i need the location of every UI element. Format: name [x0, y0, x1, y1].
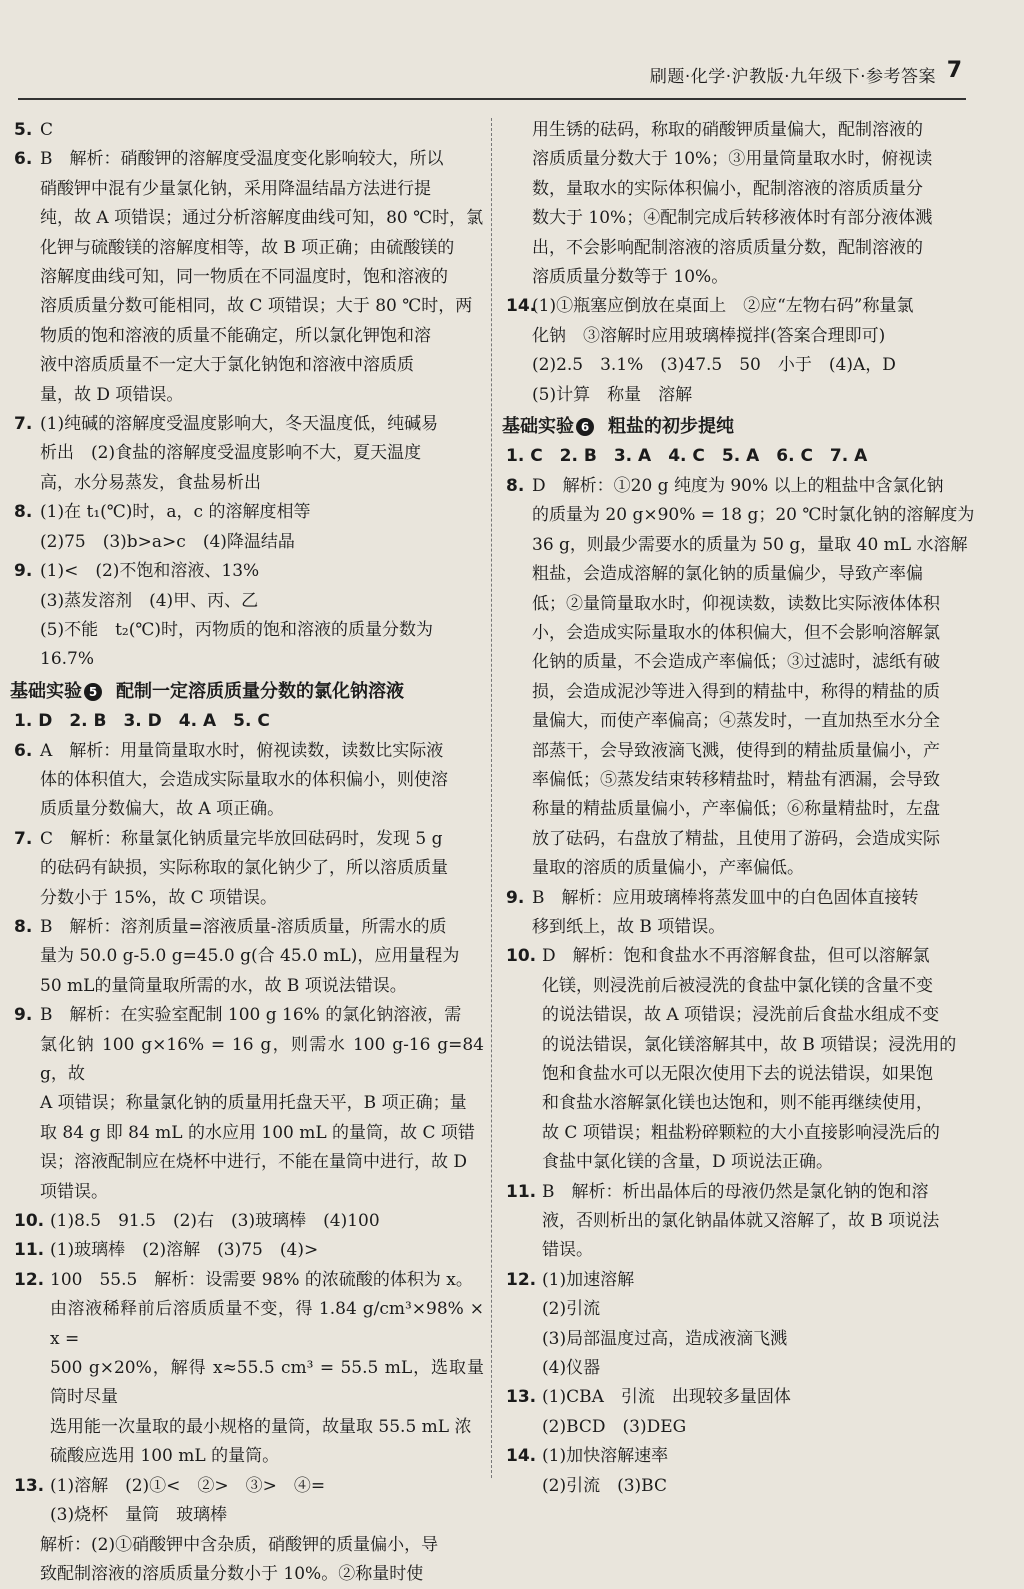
answer-line: 和食盐水溶解氯化镁也达饱和，则不能再继续使用， [542, 1089, 980, 1118]
answer-line: 溶质质量分数可能相同，故 C 项错误；大于 80 ℃时，两 [40, 292, 484, 321]
answer-9 [14, 557, 484, 675]
question-number: 11. [506, 1178, 536, 1207]
question-number: 7. [14, 410, 32, 439]
answer-line: 取 84 g 即 84 mL 的水应用 100 mL 的量筒，故 C 项错 [40, 1119, 484, 1148]
answer-14c [506, 1442, 980, 1501]
answer-line: B 解析：析出晶体后的母液仍然是氯化钠的饱和溶 [542, 1178, 980, 1207]
answer-line: C 解析：称量氯化钠质量完毕放回砝码时，发现 5 g [40, 825, 484, 854]
answer-line: (2)BCD (3)DEG [542, 1413, 980, 1442]
answer-13c [506, 1383, 980, 1442]
answer-line: 16.7% [40, 645, 484, 674]
section-title: 配制一定溶质质量分数的氯化钠溶液 [116, 681, 404, 702]
answer-10 [14, 1207, 484, 1236]
answer-line: (5)不能 t₂(℃)时，丙物质的饱和溶液的质量分数为 [40, 616, 484, 645]
answer-line: 部蒸干，会导致液滴飞溅，使得到的精盐质量偏小，产 [532, 737, 980, 766]
answer-line: 质质量分数偏大，故 A 项正确。 [40, 795, 484, 824]
answer-line: 100 55.5 解析：设需要 98% 的浓硫酸的体积为 x。 [50, 1266, 484, 1295]
left-column [14, 116, 484, 1589]
answer-line: 液中溶质质量不一定大于氯化钠饱和溶液中溶质质 [40, 351, 484, 380]
question-number: 14. [506, 1442, 536, 1471]
question-number: 5. [14, 116, 32, 145]
answer-line: 化镁，则浸洗前后被浸洗的食盐中氯化镁的含量不变 [542, 972, 980, 1001]
answer-line: 粗盐，会造成溶解的氯化钠的质量偏少，导致产率偏 [532, 560, 980, 589]
question-number: 10. [14, 1207, 44, 1236]
answer-line: B 解析：在实验室配制 100 g 16% 的氯化钠溶液，需 [40, 1001, 484, 1030]
answer-line: B 解析：应用玻璃棒将蒸发皿中的白色固体直接转 [532, 884, 980, 913]
page-header [18, 58, 966, 100]
answer-line: 用生锈的砝码，称取的硝酸钾质量偏大，配制溶液的 [532, 116, 980, 145]
answer-text: (1)8.5 91.5 (2)右 (3)玻璃棒 (4)100 [50, 1207, 484, 1236]
answer-line: (1)纯碱的溶解度受温度影响大，冬天温度低，纯碱易 [40, 410, 484, 439]
answer-8 [14, 498, 484, 557]
question-number: 12. [14, 1266, 44, 1295]
answer-9b [14, 1001, 484, 1207]
answer-line: 溶质质量分数等于 10%。 [532, 263, 980, 292]
answer-7b [14, 825, 484, 913]
answer-line: A 解析：用量筒量取水时，俯视读数，读数比实际液 [40, 737, 484, 766]
answer-line: B 解析：硝酸钾的溶解度受温度变化影响较大，所以 [40, 145, 484, 174]
right-column [506, 116, 980, 1501]
answer-line: 量为 50.0 g-5.0 g=45.0 g(合 45.0 mL)，应用量程为 [40, 942, 484, 971]
answer-7 [14, 410, 484, 498]
answer-line: 的砝码有缺损，实际称取的氯化钠少了，所以溶质质量 [40, 854, 484, 883]
answer-line: 分数小于 15%，故 C 项错误。 [40, 884, 484, 913]
answer-line: 由溶液稀释前后溶质质量不变，得 1.84 g/cm³×98% × x = [50, 1295, 484, 1354]
answer-line: 选用能一次量取的最小规格的量筒，故量取 55.5 mL 浓 [50, 1413, 484, 1442]
answer-6 [14, 145, 484, 410]
answer-line: 溶质质量分数大于 10%；③用量筒量取水时，俯视读 [532, 145, 980, 174]
answer-text: C [40, 116, 484, 145]
answer-8b [14, 913, 484, 1001]
question-number: 8. [506, 472, 524, 501]
answer-line: 损，会造成泥沙等进入得到的精盐中，称得的精盐的质 [532, 678, 980, 707]
answer-line: 称量的精盐质量偏小，产率偏低；⑥称量精盐时，左盘 [532, 795, 980, 824]
answer-line: (1)在 t₁(℃)时，a，c 的溶解度相等 [40, 498, 484, 527]
answer-line: 析出 (2)食盐的溶解度受温度影响不大，夏天温度 [40, 439, 484, 468]
answer-line: (1)①瓶塞应倒放在桌面上 ②应“左物右码”称量氯 [532, 292, 980, 321]
answer-5 [14, 116, 484, 145]
answer-line: (1)加速溶解 [542, 1266, 980, 1295]
question-number: 6. [14, 737, 32, 766]
answer-line: 数，量取水的实际体积偏小，配制溶液的溶质质量分 [532, 175, 980, 204]
answer-line: 高，水分易蒸发，食盐易析出 [40, 469, 484, 498]
answer-line: 体的体积值大，会造成实际量取水的体积偏小，则使溶 [40, 766, 484, 795]
answer-line: 解析：(2)①硝酸钾中含杂质，硝酸钾的质量偏小，导 [40, 1531, 484, 1560]
answer-line: 液，否则析出的氯化钠晶体就又溶解了，故 B 项说法 [542, 1207, 980, 1236]
answer-line: (2)引流 (3)BC [542, 1472, 980, 1501]
answer-line: 化钠 ③溶解时应用玻璃棒搅拌(答案合理即可) [532, 322, 980, 351]
question-number: 9. [14, 557, 32, 586]
section-label: 基础实验 [502, 416, 574, 437]
answer-line: (1)溶解 (2)①< ②> ③> ④= [50, 1472, 484, 1501]
answer-line: 故 C 项错误；粗盐粉碎颗粒的大小直接影响浸洗后的 [542, 1119, 980, 1148]
answer-line: 数大于 10%；④配制完成后转移液体时有部分液体溅 [532, 204, 980, 233]
answer-line: 化钠的质量，不会造成产率偏低；③过滤时，滤纸有破 [532, 648, 980, 677]
answer-line: (2)引流 [542, 1295, 980, 1324]
question-number: 7. [14, 825, 32, 854]
section-title: 粗盐的初步提纯 [608, 416, 734, 437]
section-label: 基础实验 [10, 681, 82, 702]
question-number: 6. [14, 145, 32, 174]
answer-line: 的质量为 20 g×90% = 18 g；20 ℃时氯化钠的溶解度为 [532, 501, 980, 530]
answer-line: (1)CBA 引流 出现较多量固体 [542, 1383, 980, 1412]
answer-14 [506, 292, 980, 410]
answer-line: (3)局部温度过高，造成液滴飞溅 [542, 1325, 980, 1354]
answer-line: 36 g，则最少需要水的质量为 50 g，量取 40 mL 水溶解 [532, 531, 980, 560]
answer-line: (2)2.5 3.1% (3)47.5 50 小于 (4)A，D [532, 351, 980, 380]
answer-line: (3)烧杯 量筒 玻璃棒 [50, 1501, 484, 1530]
header-title: 刷题·化学·沪教版·九年级下·参考答案 [650, 62, 936, 87]
answer-line: 食盐中氯化镁的含量，D 项说法正确。 [542, 1148, 980, 1177]
answer-line: 化钾与硫酸镁的溶解度相等，故 B 项正确；由硫酸镁的 [40, 234, 484, 263]
question-number: 9. [506, 884, 524, 913]
answer-line: 量，故 D 项错误。 [40, 381, 484, 410]
question-number: 10. [506, 942, 536, 971]
answer-line: 率偏低；⑤蒸发结束转移精盐时，精盐有洒漏，会导致 [532, 766, 980, 795]
question-number: 12. [506, 1266, 536, 1295]
page-number: 7 [947, 58, 962, 83]
answer-line: 物质的饱和溶液的质量不能确定，所以氯化钾饱和溶 [40, 322, 484, 351]
answer-line: 量偏大，而使产率偏高；④蒸发时，一直加热至水分全 [532, 707, 980, 736]
answer-11c [506, 1178, 980, 1266]
answer-10c [506, 942, 980, 1177]
answer-line: B 解析：溶剂质量=溶液质量-溶质质量，所需水的质 [40, 913, 484, 942]
answer-line: 溶解度曲线可知，同一物质在不同温度时，饱和溶液的 [40, 263, 484, 292]
question-number: 8. [14, 498, 32, 527]
answer-line: 50 mL的量筒量取所需的水，故 B 项说法错误。 [40, 972, 484, 1001]
section-heading-experiment-5 [10, 677, 484, 706]
question-number: 11. [14, 1236, 44, 1265]
answer-line: 移到纸上，故 B 项错误。 [532, 913, 980, 942]
answer-line: 项错误。 [40, 1178, 484, 1207]
answer-line: 的说法错误，氯化镁溶解其中，故 B 项错误；浸洗用的 [542, 1031, 980, 1060]
question-number: 9. [14, 1001, 32, 1030]
question-number: 13. [506, 1383, 536, 1412]
answer-12 [14, 1266, 484, 1472]
question-number: 8. [14, 913, 32, 942]
answer-line: (4)仪器 [542, 1354, 980, 1383]
answer-9c [506, 884, 980, 943]
answer-line: 误；溶液配制应在烧杯中进行，不能在量筒中进行，故 D [40, 1148, 484, 1177]
answer-line: 纯，故 A 项错误；通过分析溶解度曲线可知，80 ℃时，氯 [40, 204, 484, 233]
question-number: 14. [506, 292, 536, 321]
answer-line: 氯化钠 100 g×16% = 16 g，则需水 100 g-16 g=84 g，故 [40, 1031, 484, 1090]
answer-line: 错误。 [542, 1236, 980, 1265]
multiple-choice-answers: 1. C 2. B 3. A 4. C 5. A 6. C 7. A [506, 442, 980, 471]
answer-12c [506, 1266, 980, 1384]
answer-line: D 解析：饱和食盐水不再溶解食盐，但可以溶解氯 [542, 942, 980, 971]
answer-line: A 项错误；称量氯化钠的质量用托盘天平，B 项正确；量 [40, 1089, 484, 1118]
answer-line: 量取的溶质的质量偏小，产率偏低。 [532, 854, 980, 883]
answer-8c [506, 472, 980, 884]
answer-line: 500 g×20%，解得 x≈55.5 cm³ = 55.5 mL，选取量筒时尽量 [50, 1354, 484, 1413]
column-divider [491, 118, 492, 1478]
answer-line: (2)75 (3)b>a>c (4)降温结晶 [40, 528, 484, 557]
section-number-badge: 5 [84, 683, 102, 701]
answer-13 [14, 1472, 484, 1531]
answer-13-explanation [14, 1531, 484, 1589]
answer-line: 放了砝码，右盘放了精盐，且使用了游码，会造成实际 [532, 825, 980, 854]
answer-line: 低；②量筒量取水时，仰视读数，读数比实际液体体积 [532, 590, 980, 619]
multiple-choice-answers: 1. D 2. B 3. D 4. A 5. C [14, 707, 484, 736]
answer-line: 出，不会影响配制溶液的溶质质量分数，配制溶液的 [532, 234, 980, 263]
answer-line: D 解析：①20 g 纯度为 90% 以上的粗盐中含氯化钠 [532, 472, 980, 501]
answer-line: 硝酸钾中混有少量氯化钠，采用降温结晶方法进行提 [40, 175, 484, 204]
answer-line: (1)加快溶解速率 [542, 1442, 980, 1471]
answer-line: 硫酸应选用 100 mL 的量筒。 [50, 1442, 484, 1471]
answer-line: (3)蒸发溶剂 (4)甲、丙、乙 [40, 587, 484, 616]
answer-line: 小，会造成实际量取水的体积偏大，但不会影响溶解氯 [532, 619, 980, 648]
section-heading-experiment-6 [502, 412, 980, 441]
answer-line: (5)计算 称量 溶解 [532, 381, 980, 410]
answer-line: (1)< (2)不饱和溶液、13% [40, 557, 484, 586]
question-number: 13. [14, 1472, 44, 1501]
answer-line: 致配制溶液的溶质质量分数小于 10%。②称量时使 [40, 1560, 484, 1589]
answer-line: 的说法错误，故 A 项错误；浸洗前后食盐水组成不变 [542, 1001, 980, 1030]
answer-line: 饱和食盐水可以无限次使用下去的说法错误，如果饱 [542, 1060, 980, 1089]
answer-13-explanation-continued [506, 116, 980, 292]
answer-6b [14, 737, 484, 825]
section-number-badge: 6 [576, 418, 594, 436]
answer-11 [14, 1236, 484, 1265]
answer-text: (1)玻璃棒 (2)溶解 (3)75 (4)> [50, 1236, 484, 1265]
